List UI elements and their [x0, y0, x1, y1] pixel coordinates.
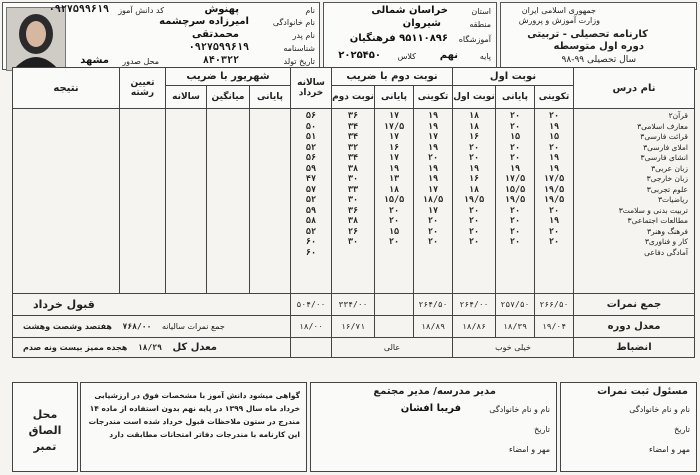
- sh-avg-column: [207, 109, 250, 294]
- cell: زبان عربی۳: [651, 163, 688, 173]
- avg-t2-takvini: ۱۸/۸۹: [414, 316, 453, 338]
- official-name: نام و نام خانوادگی: [629, 405, 690, 414]
- cell: ۲۰: [388, 237, 400, 247]
- cell: ۳۶: [347, 205, 359, 216]
- t1-payani-header: پایانی: [496, 86, 535, 109]
- cell: ۲۰: [427, 237, 439, 247]
- cell: ۲۰: [468, 205, 480, 216]
- cell: [496, 248, 534, 259]
- cell: ۵۶: [305, 153, 317, 163]
- yearly-total: ۷۶۸/۰۰: [122, 322, 152, 331]
- yearly-header: سالانه خرداد: [291, 68, 332, 109]
- cell: ۵۸: [305, 216, 317, 226]
- principal-box: [310, 382, 557, 472]
- gpa-cell: [13, 338, 291, 358]
- id-number: ۰۹۲۷۵۹۹۶۱۹: [188, 42, 249, 53]
- discipline-label: انضباط: [574, 338, 695, 358]
- cell: ۱۹: [548, 163, 560, 174]
- cell: ۴۷: [305, 174, 317, 184]
- first-name-label: نام: [305, 6, 315, 15]
- avg-t2-term: ۱۶/۷۱: [332, 316, 375, 338]
- student-photo: [6, 7, 66, 71]
- last-name: امیرزاده سرچشمه: [159, 16, 249, 27]
- cell: ۳۳: [347, 184, 359, 195]
- yearly-total-label: جمع نمرات سالیانه: [161, 322, 225, 331]
- result-column: [13, 109, 120, 294]
- average-label: معدل دوره: [574, 316, 695, 338]
- cell: ۲۰: [548, 142, 560, 153]
- sh-payani-column: [250, 109, 291, 294]
- class-label: کلاس: [397, 52, 416, 61]
- principal-title: مدیر مدرسه/ مدیر مجتمع: [373, 386, 496, 397]
- father-name: محمدتقی: [192, 29, 239, 40]
- principal-sign: مهر و امضاء: [509, 445, 550, 454]
- student-code-label: کد دانش آموز: [118, 6, 164, 15]
- issue-label: محل صدور: [122, 57, 159, 66]
- cell: ۲۰: [509, 205, 521, 216]
- cell: ۱۷/۵: [383, 121, 405, 132]
- cell: ۱۸: [388, 184, 400, 195]
- id-label: شناسنامه: [283, 44, 315, 53]
- cell: آمادگی دفاعی: [644, 247, 688, 257]
- birth-date: ۸۴۰۳۲۲: [202, 55, 239, 66]
- cell: ۱۹: [468, 163, 480, 174]
- cell: ۱۸: [468, 121, 480, 132]
- result-header: نتیجه: [13, 68, 120, 109]
- cell: ۲۰: [509, 121, 521, 132]
- cell: ۱۸: [468, 184, 480, 195]
- sh-yearly-header: سالانه: [166, 86, 207, 109]
- grades-table: [12, 67, 695, 358]
- cell: [332, 248, 374, 259]
- sh-payani-header: پایانی: [250, 86, 291, 109]
- yearly-total-words: هفتصد وشصت وهشت: [23, 322, 112, 331]
- region-label: منطقه: [469, 20, 491, 29]
- cell: ۲۰: [509, 237, 521, 247]
- cell: ۱۹: [427, 121, 439, 132]
- sh-yearly-column: [166, 109, 207, 294]
- certification-note: گواهی میشود دانش آموز با مشخصات فوق در ارزشیابی خرداد ماه سال ۱۳۹۹ در پایه نهم بدون استفاده از ماده ۱۴ مندرج در ستون ملاحظات قبول خرداد شده است مندرجات این کارنامه با مندرجات دفاتر امتحانات مطابقت دارد: [88, 391, 300, 439]
- cell: ۲۰: [388, 216, 400, 226]
- school-label: آموزشگاه: [458, 35, 491, 44]
- year-label: سال تحصیلی ۹۹-۹۸: [561, 55, 636, 65]
- grade-label: پایه: [479, 52, 491, 61]
- cell: ۲۰: [468, 226, 480, 237]
- cell: ۲۰: [427, 226, 439, 237]
- gpa-label: معدل کل: [172, 342, 217, 353]
- cell: ۱۵/۵: [383, 195, 405, 205]
- cell: ۱۷: [388, 111, 400, 121]
- cell: ۲۰: [509, 153, 521, 163]
- totals-status: قبول خرداد: [13, 294, 291, 316]
- cell: ۵۹: [305, 163, 317, 174]
- cell: ۱۷: [427, 205, 439, 216]
- cell: ۲۶: [347, 226, 359, 237]
- cell: ۱۷/۵: [504, 174, 526, 184]
- cell: ۳۴: [347, 132, 359, 142]
- cell: املای فارسی۳: [643, 142, 688, 152]
- cell: ۱۵/۵: [504, 184, 526, 195]
- cell: کار و فناوری۳: [644, 237, 688, 246]
- issue-place: مشهد: [80, 55, 109, 66]
- cell: ۲۰: [468, 216, 480, 226]
- totals-t2-takvini: ۲۶۴/۵۰: [414, 294, 453, 316]
- father-label: نام پدر: [292, 31, 315, 40]
- cell: ۱۹: [427, 163, 439, 174]
- cell: ۱۶: [468, 174, 480, 184]
- totals-label: جمع نمرات: [574, 294, 695, 316]
- cell: ۳۶: [347, 111, 359, 121]
- cell: ۱۹: [548, 153, 560, 163]
- discipline-t1: خیلی خوب: [453, 338, 574, 358]
- cell: ۱۵: [388, 226, 400, 237]
- birth-label: تاریخ تولد: [283, 57, 315, 66]
- cell: [453, 248, 495, 259]
- t2-payani-column: [375, 109, 414, 294]
- cell: مطالعات اجتماعی۳: [627, 216, 688, 225]
- ministry: وزارت آموزش و پرورش: [518, 16, 600, 25]
- cell: ۶۰: [305, 247, 317, 258]
- avg-yearly: ۱۸/۰۰: [291, 316, 332, 338]
- term1-header: نوبت اول: [453, 68, 574, 86]
- cell: ۲۰: [509, 142, 521, 153]
- cell: ۵۱: [305, 132, 317, 142]
- province: خراسان شمالی: [371, 5, 448, 16]
- cell: ۲۰: [509, 111, 521, 121]
- cell: ریاضیات۳: [657, 195, 688, 204]
- t2-term-column: [332, 109, 375, 294]
- t1-avg-column: [453, 109, 496, 294]
- cell: تربیت بدنی و سلامت۳: [618, 205, 688, 215]
- principal-name: فریبا افشان: [400, 403, 461, 414]
- cell: ۱۹/۵: [543, 184, 565, 195]
- gpa: ۱۸/۲۹: [137, 343, 162, 352]
- region: شیروان: [402, 18, 441, 29]
- cell: ۱۷: [427, 184, 439, 195]
- discipline-t2: عالی: [332, 338, 453, 358]
- t1-takvini-header: تکوینی: [535, 86, 574, 109]
- note-box: [80, 382, 307, 472]
- t1-takvini-column: [535, 109, 574, 294]
- cell: ۵۲: [305, 226, 317, 237]
- cell: ۵۲: [305, 195, 317, 205]
- cell: ۲۰: [509, 216, 521, 226]
- cell: ۱۷: [388, 153, 400, 163]
- cell: ۲۰: [548, 205, 560, 216]
- t1-avg-header: نوبت اول: [453, 86, 496, 109]
- cell: ۳۴: [347, 153, 359, 163]
- cell: قرائت فارسی۳: [640, 132, 688, 141]
- cell: ۲۰: [388, 205, 400, 216]
- subjects-column: [574, 109, 695, 294]
- cell: ۲۰: [468, 142, 480, 153]
- seal-box: [12, 382, 78, 472]
- cell: ۱۹: [388, 163, 400, 174]
- cell: ۵۹: [305, 205, 317, 216]
- cell: ۱۹: [427, 174, 439, 184]
- cell: ۲۰: [509, 226, 521, 237]
- cell: ۵۰: [305, 121, 317, 132]
- class: ۲۰۲۵۴۵۰: [338, 50, 381, 61]
- principal-name-label: نام و نام خانوادگی: [489, 405, 550, 414]
- cell: ۱۹/۵: [463, 195, 485, 205]
- cell: ۱۷/۵: [543, 174, 565, 184]
- totals-t1-avg: ۲۶۴/۰۰: [453, 294, 496, 316]
- cell: ۵۲: [305, 142, 317, 153]
- official-sign: مهر و امضاء: [649, 445, 690, 454]
- doc-title: کارنامه تحصیلی - تربیتی: [527, 29, 648, 40]
- cell: ۱۹: [427, 142, 439, 153]
- school: ۹۵۱۱۰۸۹۶ فرهنگیان: [349, 33, 448, 44]
- totals-t1-payani: ۲۵۷/۵۰: [496, 294, 535, 316]
- cell: ۳۰: [347, 195, 359, 205]
- cell: ۵۷: [305, 184, 317, 195]
- cell: ۱۶: [468, 132, 480, 142]
- cell: ۱۵: [548, 132, 560, 142]
- cell: ۱۳: [388, 174, 400, 184]
- cell: ۲۰: [548, 226, 560, 237]
- official-date: تاریخ: [674, 425, 690, 434]
- cell: ۶۰: [305, 237, 317, 247]
- cell: ۲۰: [468, 237, 480, 247]
- cell: [375, 248, 413, 259]
- totals-yearly: ۵۰۴/۰۰: [291, 294, 332, 316]
- province-label: استان: [471, 7, 491, 16]
- first-name: پهنوش: [204, 4, 239, 15]
- yearly-column: [291, 109, 332, 294]
- cell: ۱۹: [548, 216, 560, 226]
- cell: ۱۹/۵: [504, 195, 526, 205]
- cell: ۱۵: [509, 132, 521, 142]
- gpa-words: هجده ممیز بیست ونه صدم: [23, 343, 128, 352]
- avg-t1-avg: ۱۸/۸۶: [453, 316, 496, 338]
- cell: انشای فارسی۳: [640, 153, 688, 162]
- cell: ۱۹: [509, 163, 521, 174]
- sh-avg-header: میانگین: [207, 86, 250, 109]
- cell: ۱۷: [388, 132, 400, 142]
- cell: ۲۰: [468, 153, 480, 163]
- cell: ۲۰: [548, 237, 560, 247]
- t2-payani-header: پایانی: [375, 86, 414, 109]
- cell: ۲۰: [427, 216, 439, 226]
- major-column: [120, 109, 166, 294]
- cell: ۱۷: [427, 132, 439, 142]
- t2-takvini-header: تکوینی: [414, 86, 453, 109]
- cell: ۱۹: [427, 111, 439, 121]
- cell: [414, 248, 452, 259]
- cell: علوم تجربی۳: [646, 184, 688, 194]
- student-code: ۰۹۲۷۵۹۹۶۱۹: [48, 4, 109, 15]
- avg-t1-payani: ۱۸/۳۹: [496, 316, 535, 338]
- cell: [535, 248, 573, 259]
- cell: فرهنگ وهنر۳: [646, 226, 688, 236]
- cell: ۲۰: [427, 153, 439, 163]
- subject-header: نام درس: [574, 68, 695, 109]
- header-student: [2, 2, 320, 70]
- cell: ۱۸/۵: [422, 195, 444, 205]
- cell: ۱۶: [388, 142, 400, 153]
- principal-date: تاریخ: [534, 425, 550, 434]
- shahrivar-header: شهریور با ضریب: [166, 68, 291, 86]
- cell: ۲۰: [548, 111, 560, 121]
- republic: جمهوری اسلامی ایران: [521, 6, 596, 15]
- cell: زبان خارجی۳: [646, 174, 688, 183]
- yearly-total-cell: [13, 316, 291, 338]
- totals-t1-takvini: ۲۶۶/۵۰: [535, 294, 574, 316]
- t2-takvini-column: [414, 109, 453, 294]
- official-title: مسئول ثبت نمرات: [597, 386, 688, 397]
- cell: ۱۹/۵: [543, 195, 565, 205]
- cell: ۱۸: [468, 111, 480, 121]
- t2-term-header: نوبت دوم: [332, 86, 375, 109]
- grade: نهم: [439, 50, 458, 61]
- major-header: تعیین رشته: [120, 68, 166, 109]
- cell: قرآن۲: [668, 111, 688, 120]
- header-school: [323, 2, 497, 70]
- cell: ۳۸: [347, 216, 359, 226]
- totals-t2-term: ۳۳۴/۰۰: [332, 294, 375, 316]
- official-box: [560, 382, 697, 472]
- t1-payani-column: [496, 109, 535, 294]
- avg-t1-takvini: ۱۹/۰۴: [535, 316, 574, 338]
- last-name-label: نام خانوادگی: [272, 18, 315, 27]
- cell: ۳۴: [347, 121, 359, 132]
- header-ministry: [500, 2, 697, 70]
- cell: ۳۲: [347, 142, 359, 153]
- cell: ۳۰: [347, 237, 359, 247]
- course: دوره اول متوسطه: [553, 41, 644, 52]
- cell: ۵۶: [305, 111, 317, 121]
- cell: معارف اسلامی۳: [637, 121, 688, 131]
- cell: ۱۹: [548, 121, 560, 132]
- seal-label: محل الصاق تمبر: [28, 408, 62, 453]
- cell: ۳۸: [347, 163, 359, 174]
- term2-header: نوبت دوم با ضریب: [332, 68, 453, 86]
- cell: ۳۰: [347, 174, 359, 184]
